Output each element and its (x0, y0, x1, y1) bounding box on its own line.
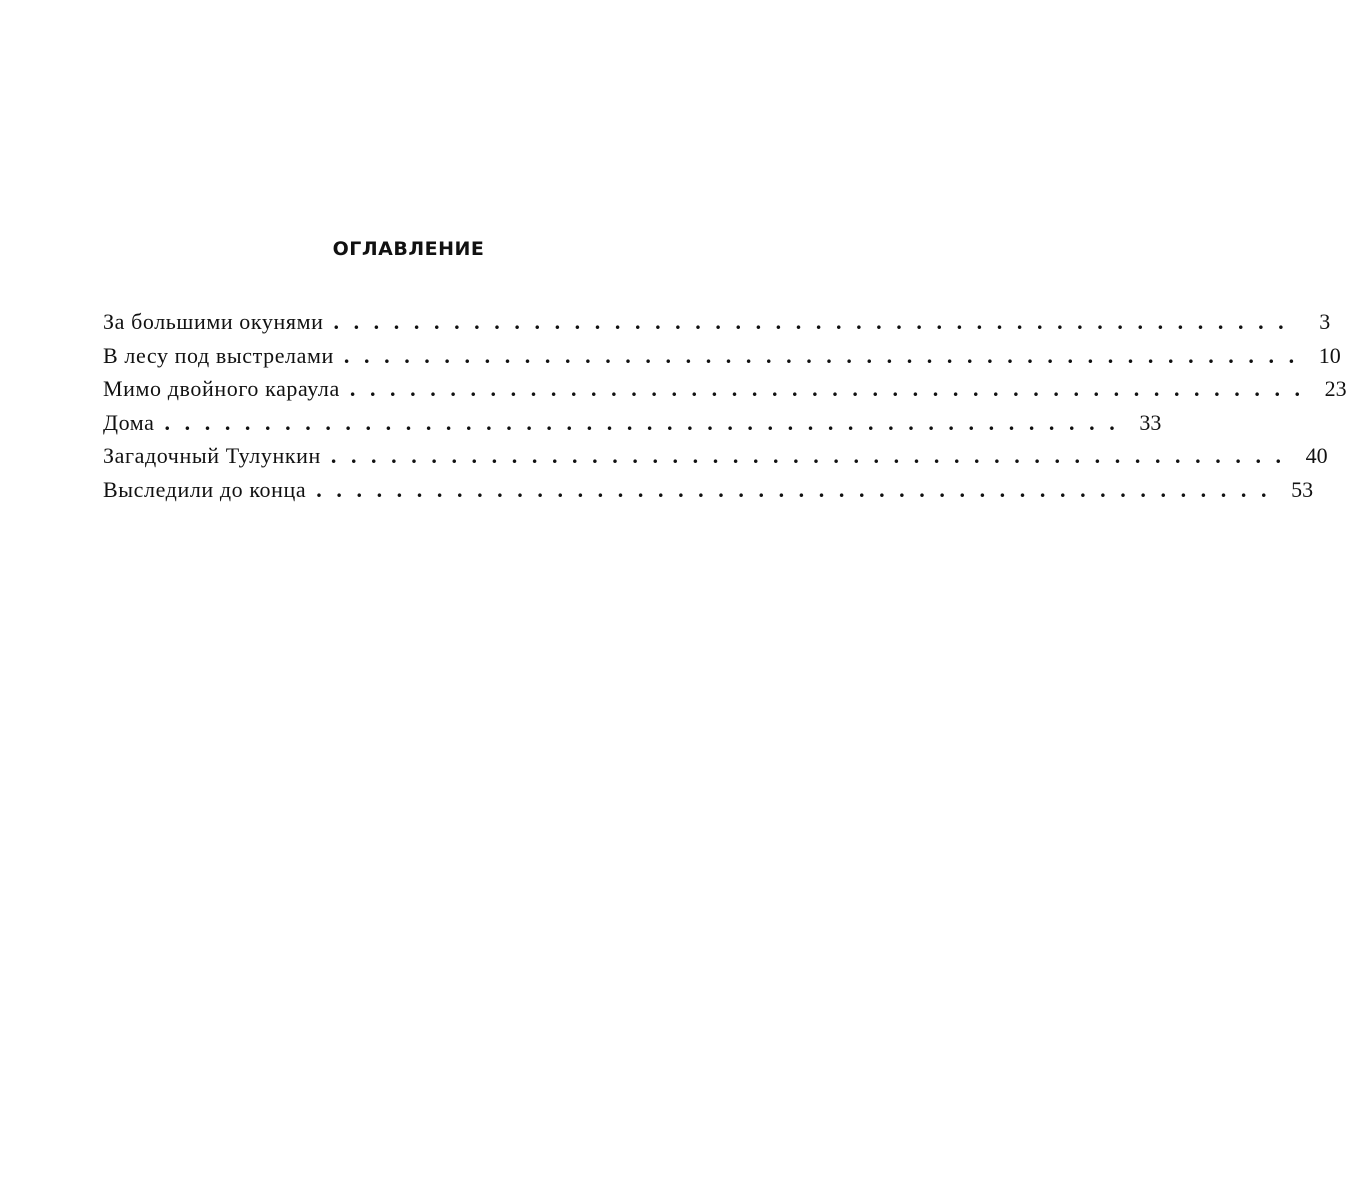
toc-entry-title: Загадочный Тулункин (103, 443, 321, 469)
toc-entry (103, 406, 1162, 440)
toc-entry-page: 53 (1291, 476, 1314, 502)
toc-entry-page: 40 (1305, 443, 1328, 469)
toc-entry (103, 473, 1314, 507)
toc-dot-leader: ................................................ (349, 376, 1315, 402)
toc-dot-leader: ................................................ (316, 476, 1282, 502)
toc-entry-title: Дома (103, 409, 155, 435)
toc-entry-title: Выследили до конца (103, 476, 307, 502)
toc-dot-leader: ................................................ (343, 342, 1309, 368)
toc-heading: ОГЛАВЛЕНИЕ (332, 238, 485, 260)
toc-entry (103, 439, 1328, 473)
toc-entry-title: За большими окунями (103, 309, 324, 334)
toc-entry-page: 10 (1318, 342, 1341, 368)
toc-entry (103, 305, 1331, 339)
toc-entry-page: 33 (1139, 409, 1162, 435)
toc-dot-leader: ................................................ (164, 409, 1130, 435)
toc-dot-leader: ................................................ (333, 309, 1299, 334)
toc-dot-leader: ................................................ (330, 443, 1296, 469)
toc-entry-page: 3 (1319, 309, 1331, 334)
toc-entry-title: Мимо двойного караула (103, 376, 340, 402)
toc-entry-title: В лесу под выстрелами (103, 342, 334, 368)
toc-entry (103, 372, 1347, 406)
toc-entry (103, 339, 1341, 373)
toc-entry-page: 23 (1324, 376, 1347, 402)
toc-list (103, 305, 1347, 507)
